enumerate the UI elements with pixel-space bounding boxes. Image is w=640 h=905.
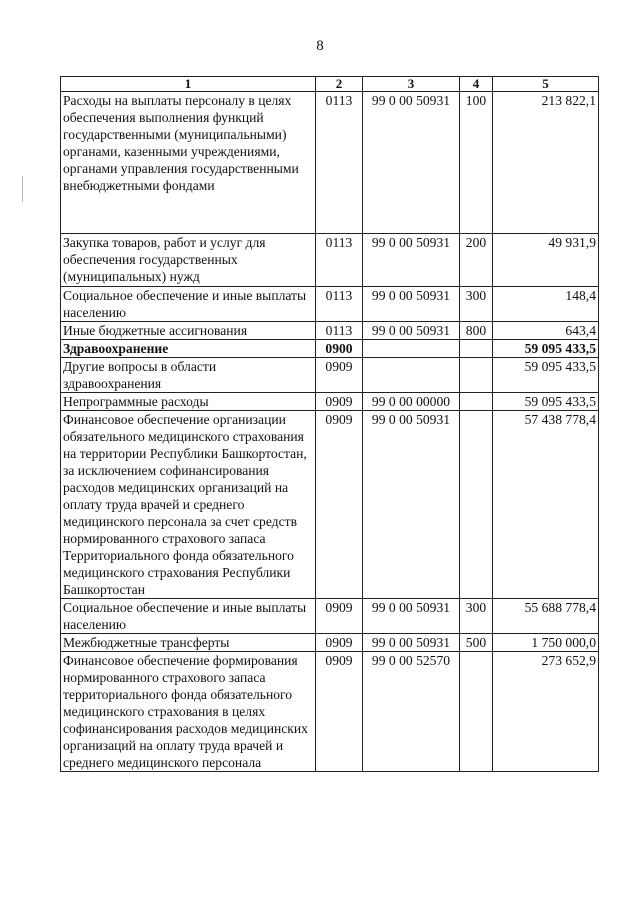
row-amount: 148,4 (493, 287, 599, 322)
row-amount: 59 095 433,5 (493, 340, 599, 358)
table-row (61, 634, 599, 652)
row-name: Здравоохранение (61, 340, 316, 358)
row-name: Иные бюджетные ассигнования (61, 322, 316, 340)
row-expense-type (460, 652, 493, 772)
row-section: 0113 (316, 234, 363, 287)
row-name: Закупка товаров, работ и услуг для обеспечения государственных (муниципальных) нужд (61, 234, 316, 287)
table-row (61, 92, 599, 234)
row-section: 0909 (316, 411, 363, 599)
table-row (61, 322, 599, 340)
row-name: Финансовое обеспечение организации обязательного медицинского страхования на территории Республики Башкортостан, за исключением софинансирования расходов медицинских организаций на оплату труда врачей и среднего медицинского персонала за счет средств нормированного страхового запаса Территориального фонда обязательного медицинского страхования Республики Башкортостан (61, 411, 316, 599)
row-name: Другие вопросы в области здравоохранения (61, 358, 316, 393)
row-target-code: 99 0 00 50931 (363, 411, 460, 599)
page-number: 8 (316, 38, 324, 54)
row-target-code: 99 0 00 50931 (363, 92, 460, 234)
row-target-code: 99 0 00 50931 (363, 599, 460, 634)
row-amount: 643,4 (493, 322, 599, 340)
row-section: 0113 (316, 287, 363, 322)
row-target-code: 99 0 00 50931 (363, 634, 460, 652)
row-amount: 59 095 433,5 (493, 358, 599, 393)
row-target-code: 99 0 00 50931 (363, 234, 460, 287)
budget-table (60, 76, 599, 772)
row-amount: 59 095 433,5 (493, 393, 599, 411)
table-row (61, 287, 599, 322)
row-section: 0909 (316, 358, 363, 393)
header-col-2: 2 (316, 77, 363, 92)
row-name: Социальное обеспечение и иные выплаты населению (61, 287, 316, 322)
row-amount: 1 750 000,0 (493, 634, 599, 652)
row-name: Непрограммные расходы (61, 393, 316, 411)
row-target-code (363, 358, 460, 393)
table-row (61, 599, 599, 634)
table-row (61, 652, 599, 772)
table-row (61, 411, 599, 599)
row-amount: 55 688 778,4 (493, 599, 599, 634)
row-expense-type (460, 358, 493, 393)
header-row (61, 77, 599, 92)
row-section: 0909 (316, 652, 363, 772)
row-section: 0113 (316, 92, 363, 234)
header-col-4: 4 (460, 77, 493, 92)
row-amount: 57 438 778,4 (493, 411, 599, 599)
row-amount: 213 822,1 (493, 92, 599, 234)
row-target-code: 99 0 00 50931 (363, 287, 460, 322)
table-row (61, 340, 599, 358)
row-target-code: 99 0 00 00000 (363, 393, 460, 411)
row-name: Расходы на выплаты персоналу в целях обеспечения выполнения функций государственными (муниципальными) органами, казенными учреждениями, органами управления государственными внебюджетными фондами (61, 92, 316, 234)
row-expense-type (460, 393, 493, 411)
row-target-code (363, 340, 460, 358)
row-target-code: 99 0 00 52570 (363, 652, 460, 772)
row-expense-type: 300 (460, 287, 493, 322)
row-section: 0909 (316, 599, 363, 634)
row-expense-type: 800 (460, 322, 493, 340)
row-target-code: 99 0 00 50931 (363, 322, 460, 340)
row-amount: 273 652,9 (493, 652, 599, 772)
row-section: 0900 (316, 340, 363, 358)
table-row (61, 234, 599, 287)
row-amount: 49 931,9 (493, 234, 599, 287)
row-section: 0113 (316, 322, 363, 340)
row-section: 0909 (316, 393, 363, 411)
row-expense-type: 200 (460, 234, 493, 287)
row-expense-type (460, 411, 493, 599)
row-expense-type: 500 (460, 634, 493, 652)
header-col-1: 1 (61, 77, 316, 92)
row-name: Финансовое обеспечение формирования нормированного страхового запаса территориального фонда обязательного медицинского страхования в целях софинансирования расходов медицинских организаций на оплату труда врачей и среднего медицинского персонала (61, 652, 316, 772)
row-expense-type: 300 (460, 599, 493, 634)
row-name: Межбюджетные трансферты (61, 634, 316, 652)
table-row (61, 393, 599, 411)
header-col-5: 5 (493, 77, 599, 92)
row-section: 0909 (316, 634, 363, 652)
row-expense-type: 100 (460, 92, 493, 234)
header-col-3: 3 (363, 77, 460, 92)
table-row (61, 358, 599, 393)
row-expense-type (460, 340, 493, 358)
row-name: Социальное обеспечение и иные выплаты населению (61, 599, 316, 634)
margin-mark (22, 176, 23, 202)
